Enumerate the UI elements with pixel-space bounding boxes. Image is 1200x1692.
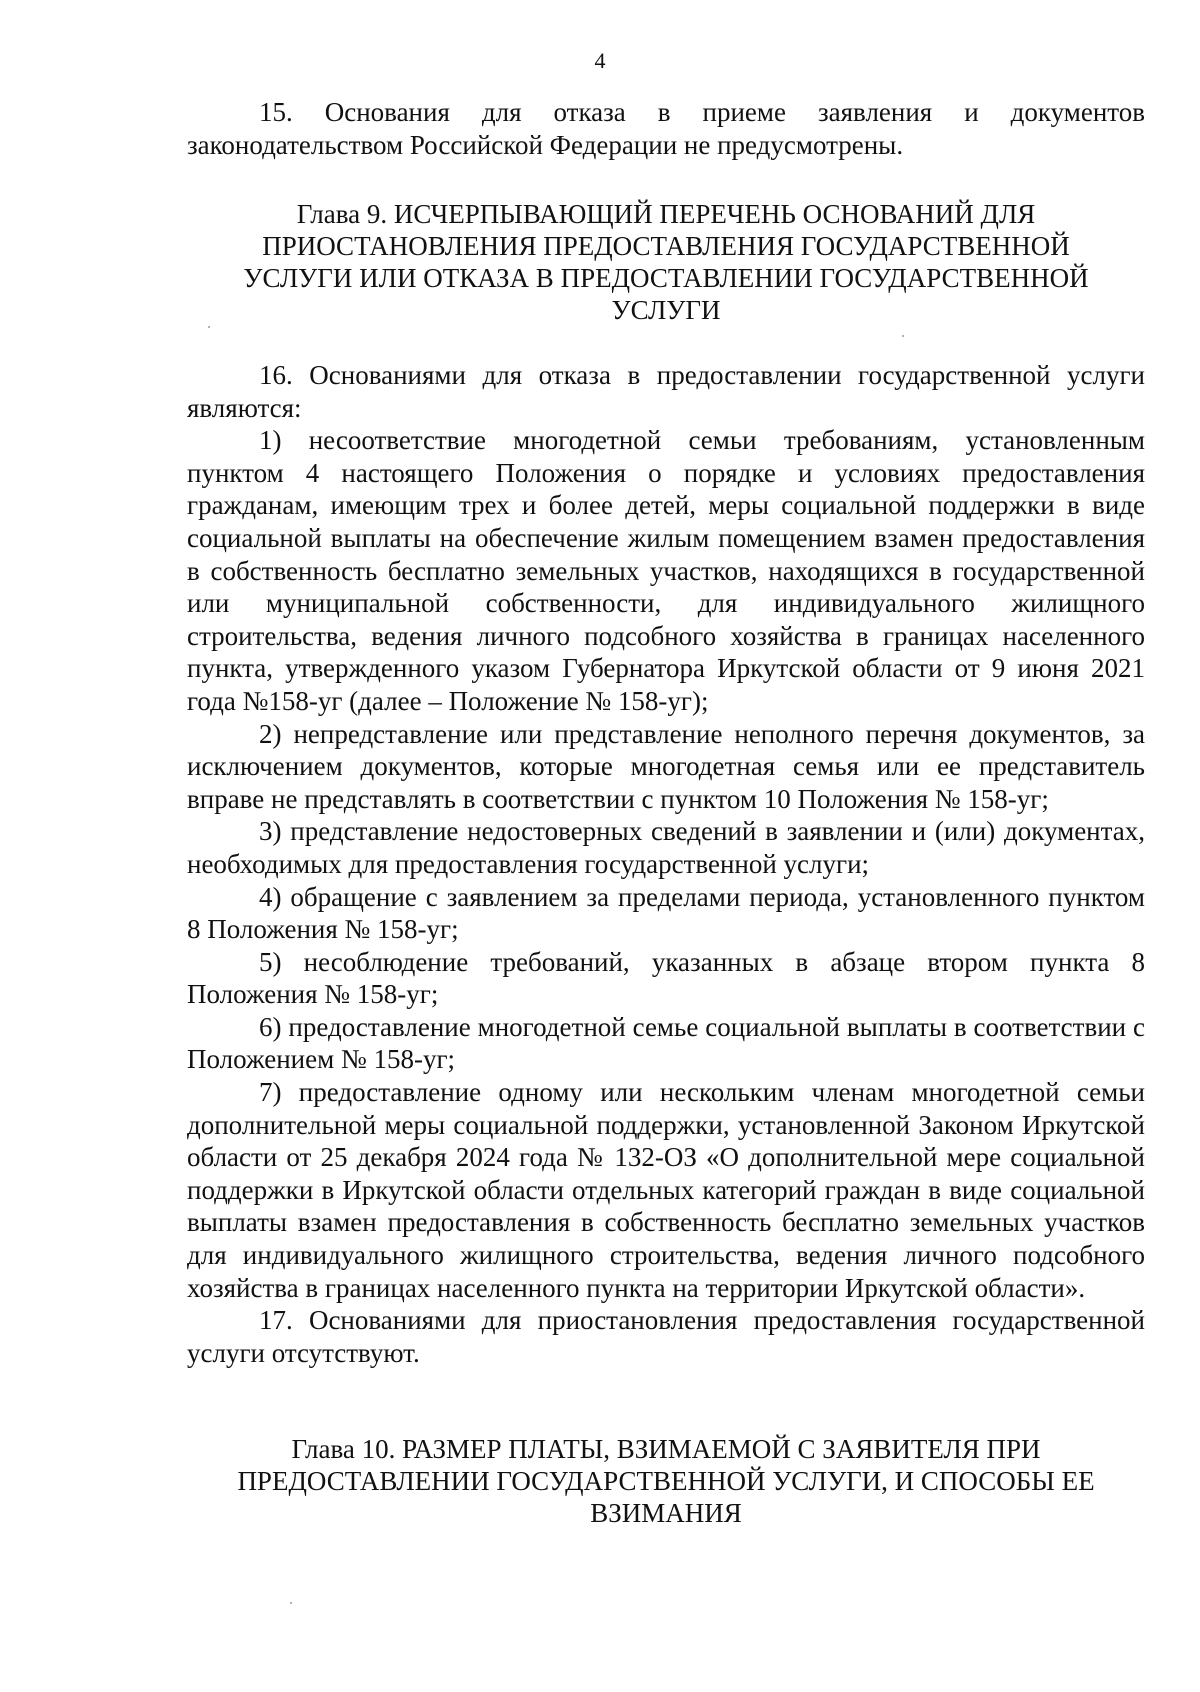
chapter-10-line: ПРЕДОСТАВЛЕНИИ ГОСУДАРСТВЕННОЙ УСЛУГИ, И СПОСОБЫ ЕЕ xyxy=(237,1466,1095,1496)
chapter-9-line: УСЛУГИ ИЛИ ОТКАЗА В ПРЕДОСТАВЛЕНИИ ГОСУДАРСТВЕННОЙ xyxy=(243,263,1089,293)
chapter-10-line: Глава 10. РАЗМЕР ПЛАТЫ, ВЗИМАЕМОЙ С ЗАЯВИТЕЛЯ ПРИ xyxy=(291,1434,1041,1464)
paragraph-16-item-6: 6) предоставление многодетной семье социальной выплаты в соответствии с Положением № 158-уг; xyxy=(187,1011,1145,1075)
paragraph-16-intro: 16. Основаниями для отказа в предоставлении государственной услуги являются: xyxy=(187,360,1145,423)
scan-speck xyxy=(902,335,904,337)
paragraph-17: 17. Основаниями для приостановления предоставления государственной услуги отсутствуют. xyxy=(187,1305,1145,1368)
paragraph-16-item-7: 7) предоставление одному или нескольким членам многодетной семьи дополнительной меры социальной поддержки, установленной Законом Иркутской области от 25 декабря 2024 года № 132-ОЗ «О дополнительной мере социальной поддержки в Иркутской области отдельных категорий граждан в виде социальной выплаты взамен предоставления в собственность бесплатно земельных участков для индивидуального жилищного строительства, ведения личного подсобного хозяйства в границах населенного пункта на территории Иркутской области». xyxy=(187,1077,1145,1303)
chapter-9-line: ПРИОСТАНОВЛЕНИЯ ПРЕДОСТАВЛЕНИЯ ГОСУДАРСТВЕННОЙ xyxy=(262,231,1070,261)
scan-speck xyxy=(290,1602,292,1604)
paragraph-16-block xyxy=(187,359,1145,1369)
paragraph-15-block xyxy=(187,96,1145,161)
chapter-10-line: ВЗИМАНИЯ xyxy=(590,1498,742,1528)
page-number: 4 xyxy=(594,48,606,73)
paragraph-16-item-3: 3) представление недостоверных сведений в заявлении и (или) документах, необходимых для предоставления государственной услуги; xyxy=(187,816,1145,879)
paragraph-15: 15. Основания для отказа в приеме заявления и документов законодательством Российской Федерации не предусмотрены. xyxy=(187,97,1145,160)
paragraph-16-item-2: 2) непредставление или представление неполного перечня документов, за исключением документов, которые многодетная семья или ее представитель вправе не представлять в соответствии с пунктом 10 Положения № 158-уг; xyxy=(187,718,1145,814)
chapter-9-line: УСЛУГИ xyxy=(611,295,721,325)
chapter-10-heading xyxy=(187,1433,1145,1529)
chapter-9-heading xyxy=(187,198,1145,326)
paragraph-16-item-1: 1) несоответствие многодетной семьи требованиям, установленным пунктом 4 настоящего Положения о порядке и условиях предоставления гражданам, имеющим трех и более детей, меры социальной поддержки в виде социальной выплаты на обеспечение жилым помещением взамен предоставления в собственность бесплатно земельных участков, находящихся в государственной или муниципальной собственности, для индивидуального жилищного строительства, ведения личного подсобного хозяйства в границах населенного пункта, утвержденного указом Губернатора Иркутской области от 9 июня 2021 года №158-уг (далее – Положение № 158-уг); xyxy=(187,425,1145,716)
scan-speck xyxy=(208,326,210,328)
paragraph-16-item-5: 5) несоблюдение требований, указанных в абзаце втором пункта 8 Положения № 158-уг; xyxy=(187,946,1145,1010)
paragraph-16-item-4: 4) обращение с заявлением за пределами периода, установленного пунктом 8 Положения № 158-уг; xyxy=(187,881,1145,945)
chapter-9-line: Глава 9. ИСЧЕРПЫВАЮЩИЙ ПЕРЕЧЕНЬ ОСНОВАНИЙ ДЛЯ xyxy=(296,199,1036,229)
